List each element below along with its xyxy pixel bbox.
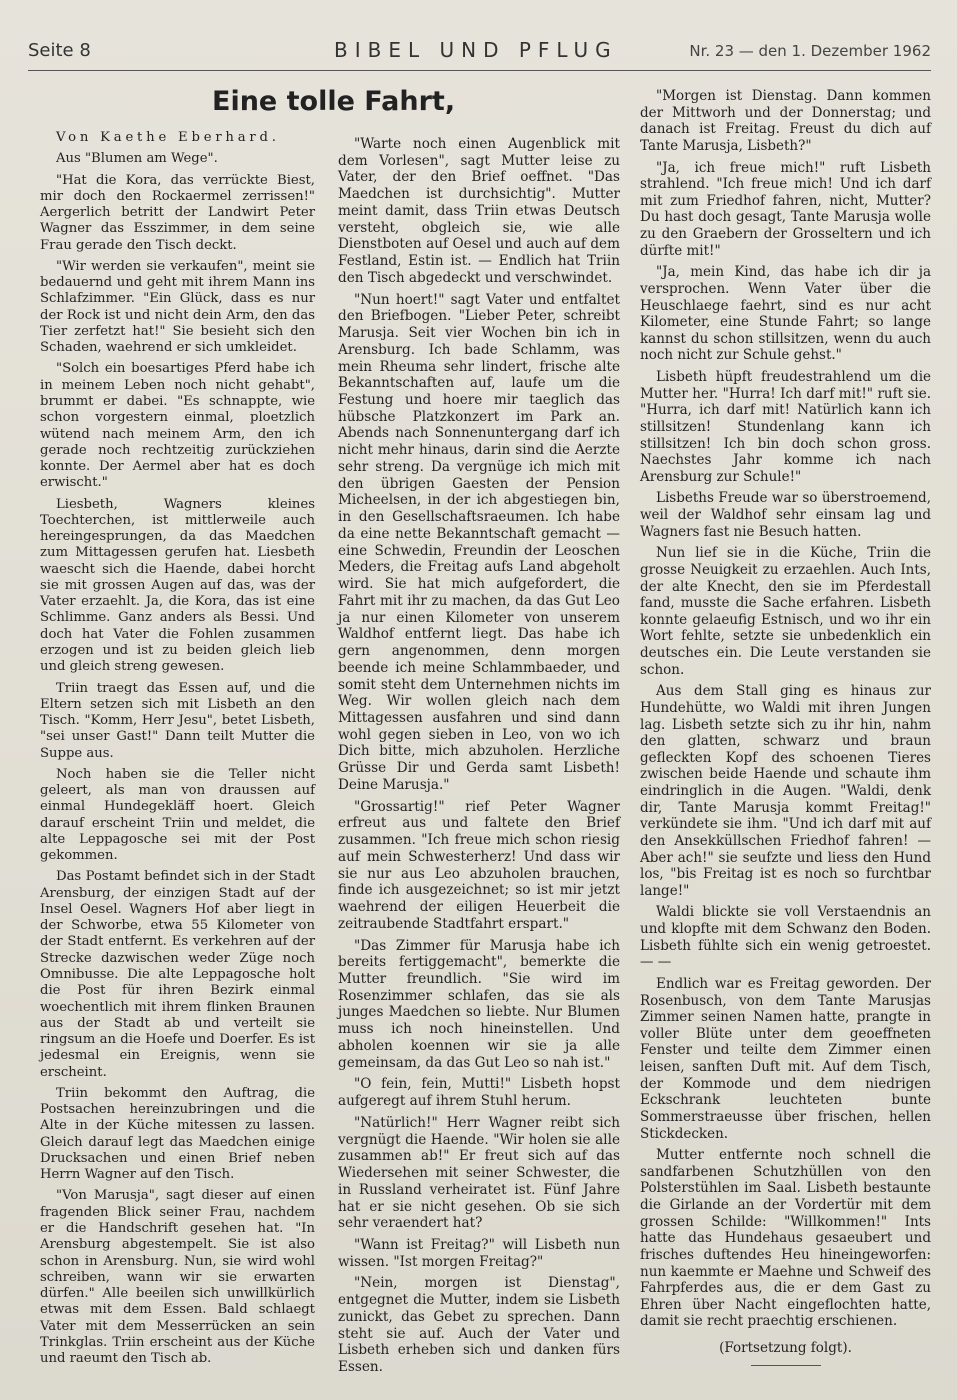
- paragraph: "Nun hoert!" sagt Vater und entfaltet den Briefbogen. "Lieber Peter, schreibt Marusja. Seit vier Wochen bin ich in Arensburg. Ich bade Schlamm, was mein Rheuma sehr lindert, frische alte Bekanntschaften auf, laufe um die Festung und hoere mir taeglich das hübsche Platzkonzert im Park an. Abends nach Sonnenuntergang darf ich nicht mehr hinaus, darin sind die Aerzte sehr streng. Da vergnüge ich mich mit den übrigen Gaesten der Pension Micheelsen, in der ich abgestiegen bin, in den Gesellschaftsraeumen. Ich habe da eine nette Bekanntschaft gemacht — eine Schwedin, Freundin der Leoschen Meders, die Freitag aufs Land abgeholt wird. Sie hat mich aufgefordert, die Fahrt mit ihr zu machen, da das Gut Leo ja nur einen Kilometer von unserem Waldhof entfernt liegt. Das habe ich gern angenommen, denn morgen beende ich meine Schlammbaeder, und somit steht dem Unternehmen nichts im Weg. Wir wollen gleich nach dem Mittagessen ausfahren und sind dann wohl gegen sieben in Leo, von wo ich Dich bitte, mich abzuholen. Herzliche Grüsse Dir und Gerda samt Lisbeth! Deine Marusja.": [338, 291, 620, 793]
- column-3: [640, 88, 931, 1366]
- paragraph: "Wir werden sie verkaufen", meint sie bedauernd und geht mit ihrem Mann ins Schlafzimmer. "Ein Glück, dass es nur der Rock ist und nicht dein Arm, den das Tier zerfetzt hat!" Sie besieht sich den Schaden, waehrend er sich umkleidet.: [40, 258, 315, 356]
- paragraph: Aus "Blumen am Wege".: [56, 151, 218, 167]
- article-title: Eine tolle Fahrt,: [212, 86, 456, 117]
- paragraph: "Ja, mein Kind, das habe ich dir ja versprochen. Wenn Vater über die Heuschlaege faehrt, sind es nur acht Kilometer, eine Stunde Fahrt; so lange kannst du schon stillsitzen, wenn du auch noch nicht zur Schule gehst.": [640, 264, 931, 364]
- paragraph: "Warte noch einen Augenblick mit dem Vorlesen", sagt Mutter leise zu Vater, der den Brief oeffnet. "Das Maedchen ist durchsichtig". Mutter meint damit, dass Triin etwas Deutsch versteht, obgleich sie, wie alle Dienstboten auf Oesel und auch auf dem Festland, Estin ist. — Endlich hat Triin den Tisch abgedeckt und verschwindet.: [338, 136, 620, 286]
- paragraph: Liesbeth, Wagners kleines Toechterchen, ist mittlerweile auch hereingesprungen, da das Maedchen zum Mittagessen gerufen hat. Liesbeth waescht sich die Haende, dabei horcht sie mit grossen Augen auf das, was der Vater erzaehlt. Ja, die Kora, das ist eine Schlimme. Ganz anders als Bessi. Und doch hat Vater die Fohlen zusammen erzogen und ist zu beiden gleich lieb und gleich streng gewesen.: [40, 496, 315, 675]
- paragraph: Triin bekommt den Auftrag, die Postsachen hereinzubringen und die Alte in der Küche mitessen zu lassen. Gleich darauf legt das Maedchen einige Drucksachen und einen Brief neben Herrn Wagner auf den Tisch.: [40, 1085, 315, 1183]
- paragraph: "Wann ist Freitag?" will Lisbeth nun wissen. "Ist morgen Freitag?": [338, 1237, 620, 1270]
- paragraph: Noch haben sie die Teller nicht geleert, als man von draussen auf einmal Hundegekläff hoert. Gleich darauf erscheint Triin und meldet, die alte Leppagosche sei mit der Post gekommen.: [40, 766, 315, 864]
- paragraph: "Hat die Kora, das verrückte Biest, mir doch den Rockaermel zerrissen!" Aergerlich betritt der Landwirt Peter Wagner das Esszimmer, in dem seine Frau gerade den Tisch deckt.: [40, 172, 315, 253]
- paragraph: "Nein, morgen ist Dienstag", entgegnet die Mutter, indem sie Lisbeth zunickt, das Gebet zu sprechen. Dann steht sie auf. Auch der Vater und Lisbeth erheben sich und danken fürs Essen.: [338, 1275, 620, 1376]
- paragraph: Lisbeths Freude war so überstroemend, weil der Waldhof sehr einsam lag und Wagners fast nie Besuch hatten.: [640, 490, 931, 540]
- paragraph: Endlich war es Freitag geworden. Der Rosenbusch, von dem Tante Marusjas Zimmer seinen Namen hatte, prangte in voller Blüte unter dem geoeffneten Fenster und teilte dem Zimmer einen leisen, sanften Duft mit. Auf dem Tisch, der Kommode und dem niedrigen Eckschrank leuchteten bunte Sommerstraeusse über frischen, hellen Stickdecken.: [640, 975, 931, 1142]
- paragraph: Aus dem Stall ging es hinaus zur Hundehütte, wo Waldi mit ihren Jungen lag. Lisbeth setzte sich zu ihr hin, nahm den glatten, schwarz und braun gefleckten Kopf des schoenen Tieres zwischen beide Haende und schaute ihm eindringlich in die Augen. "Waldi, denk dir, Tante Marusja kommt Freitag!" verkündete sie ihm. "Und ich darf mit auf den Ansekküllschen Friedhof fahren! — Aber ach!" sie seufzte und liess den Hund los, "bis Freitag ist es noch so furchtbar lange!": [640, 683, 931, 899]
- page-number: Seite 8: [28, 40, 91, 61]
- paragraph: Waldi blickte sie voll Verstaendnis an und klopfte mit dem Schwanz den Boden. Lisbeth fühlte sich ein wenig getroestet. — —: [640, 904, 931, 971]
- paragraph: "Grossartig!" rief Peter Wagner erfreut aus und faltete den Brief zusammen. "Ich freue mich schon riesig auf mein Schwesterherz! Und dass wir sie nur aus Leo abzuholen brauchen, finde ich ausgezeichnet; so ist mir jetzt waehrend der eiligen Heuerbeit die zeitraubende Stadtfahrt erspart.": [338, 798, 620, 932]
- paragraph: "Das Zimmer für Marusja habe ich bereits fertiggemacht", bemerkte die Mutter freundlich. "Sie wird im Rosenzimmer schlafen, das sie als junges Maedchen so liebte. Nur Blumen muss ich noch hineinstellen. Und abholen koennen wir sie ja alle gemeinsam, da das Gut Leo so nah ist.": [338, 937, 620, 1071]
- publication-title: BIBEL UND PFLUG: [334, 38, 618, 62]
- paragraph: "Morgen ist Dienstag. Dann kommen der Mittworh und der Donnerstag; und danach ist Freitag. Freust du dich auf Tante Marusja, Lisbeth?": [640, 88, 931, 154]
- column-1: [40, 130, 315, 1367]
- paragraph: "Solch ein boesartiges Pferd habe ich in meinem Leben noch nicht gehabt", brummt er dabei. "Es schnappte, wie schon vorgestern einmal, ploetzlich wütend nach meinem Arm, den ich gerade noch rechtzeitig zurückziehen konnte. Der Aermel aber hat es doch erwischt.": [40, 361, 315, 491]
- paragraph: "Natürlich!" Herr Wagner reibt sich vergnügt die Haende. "Wir holen sie alle zusammen ab!" Er freut sich auf das Wiedersehen mit seiner Schwester, die in Russland verheiratet ist. Fünf Jahre hat er sie nicht gesehen. Ob sie sich sehr veraendert hat?: [338, 1114, 620, 1232]
- paragraph: "Ja, ich freue mich!" ruft Lisbeth strahlend. "Ich freue mich! Und ich darf mit zum Friedhof fahren, nicht, Mutter? Du hast doch gesagt, Tante Marusja wolle zu den Graebern der Grosseltern und ich dürfte mit!": [640, 159, 931, 259]
- continuation-note: (Fortsetzung folgt).: [719, 1340, 852, 1356]
- column-2: [338, 136, 620, 1376]
- end-rule: [751, 1365, 821, 1366]
- issue-date: Nr. 23 — den 1. Dezember 1962: [689, 42, 931, 60]
- page-header: [28, 38, 931, 71]
- paragraph: "Von Marusja", sagt dieser auf einen fragenden Blick seiner Frau, nachdem er die Handschrift gesehen hat. "In Arensburg abgestempelt. Sie ist also schon in Arensburg. Nun, sie wird wohl schreiben, wann wir sie erwarten dürfen." Alle beeilen sich unwillkürlich etwas mit dem Essen. Bald schlaegt Vater mit dem Messerrücken an sein Trinkglas. Triin erscheint aus der Küche und raeumt den Tisch ab.: [40, 1188, 315, 1367]
- paragraph: Triin traegt das Essen auf, und die Eltern setzen sich mit Lisbeth an den Tisch. "Komm, Herr Jesu", betet Lisbeth, "sei unser Gast!" Dann teilt Mutter die Suppe aus.: [40, 680, 315, 761]
- byline: Von Kaethe Eberhard.: [56, 130, 280, 145]
- paragraph: Das Postamt befindet sich in der Stadt Arensburg, der einzigen Stadt auf der Insel Oesel. Wagners Hof aber liegt in der Schworbe, etwa 55 Kilometer von der Stadt entfernt. Es verkehren auf der Strecke dazwischen weder Züge noch Omnibusse. Die alte Leppagosche holt die Post für ihren Bezirk einmal woechentlich mit ihrem flinken Braunen aus der Stadt ab und verteilt sie ringsum an die Hoefe und Doerfer. Es ist jedesmal ein Ereignis, wenn sie erscheint.: [40, 869, 315, 1080]
- paragraph: "O fein, fein, Mutti!" Lisbeth hopst aufgeregt auf ihrem Stuhl herum.: [338, 1076, 620, 1110]
- paragraph: Mutter entfernte noch schnell die sandfarbenen Schutzhüllen von den Polsterstühlen im Saal. Lisbeth bestaunte die Girlande an der Vordertür mit dem grossen Schilde: "Willkommen!" Ints hatte das Hundehaus gesaeubert und frisches duftendes Heu hineingeworfen: nun kaemmte er Maehne und Schweif des Fahrpferdes aus, die er dem Gast zu Ehren über Nacht eingeflochten hatte, damit sie recht praechtig erschienen.: [640, 1147, 931, 1330]
- paragraph: Lisbeth hüpft freudestrahlend um die Mutter her. "Hurra! Ich darf mit!" ruft sie. "Hurra, ich darf mit! Natürlich kann ich stillsitzen! Stundenlang kann ich stillsitzen! Ich bin doch schon gross. Naechstes Jahr komme ich nach Arensburg zur Schule!": [640, 369, 931, 485]
- paragraph: Nun lief sie in die Küche, Triin die grosse Neuigkeit zu erzaehlen. Auch Ints, der alte Knecht, den sie im Pferdestall fand, musste die Sache erfahren. Lisbeth konnte gelaeufig Estnisch, und wo ihr ein Wort fehlte, setzte sie unbedenklich ein deutsches ein. Die Leute verstanden sie schon.: [640, 545, 931, 678]
